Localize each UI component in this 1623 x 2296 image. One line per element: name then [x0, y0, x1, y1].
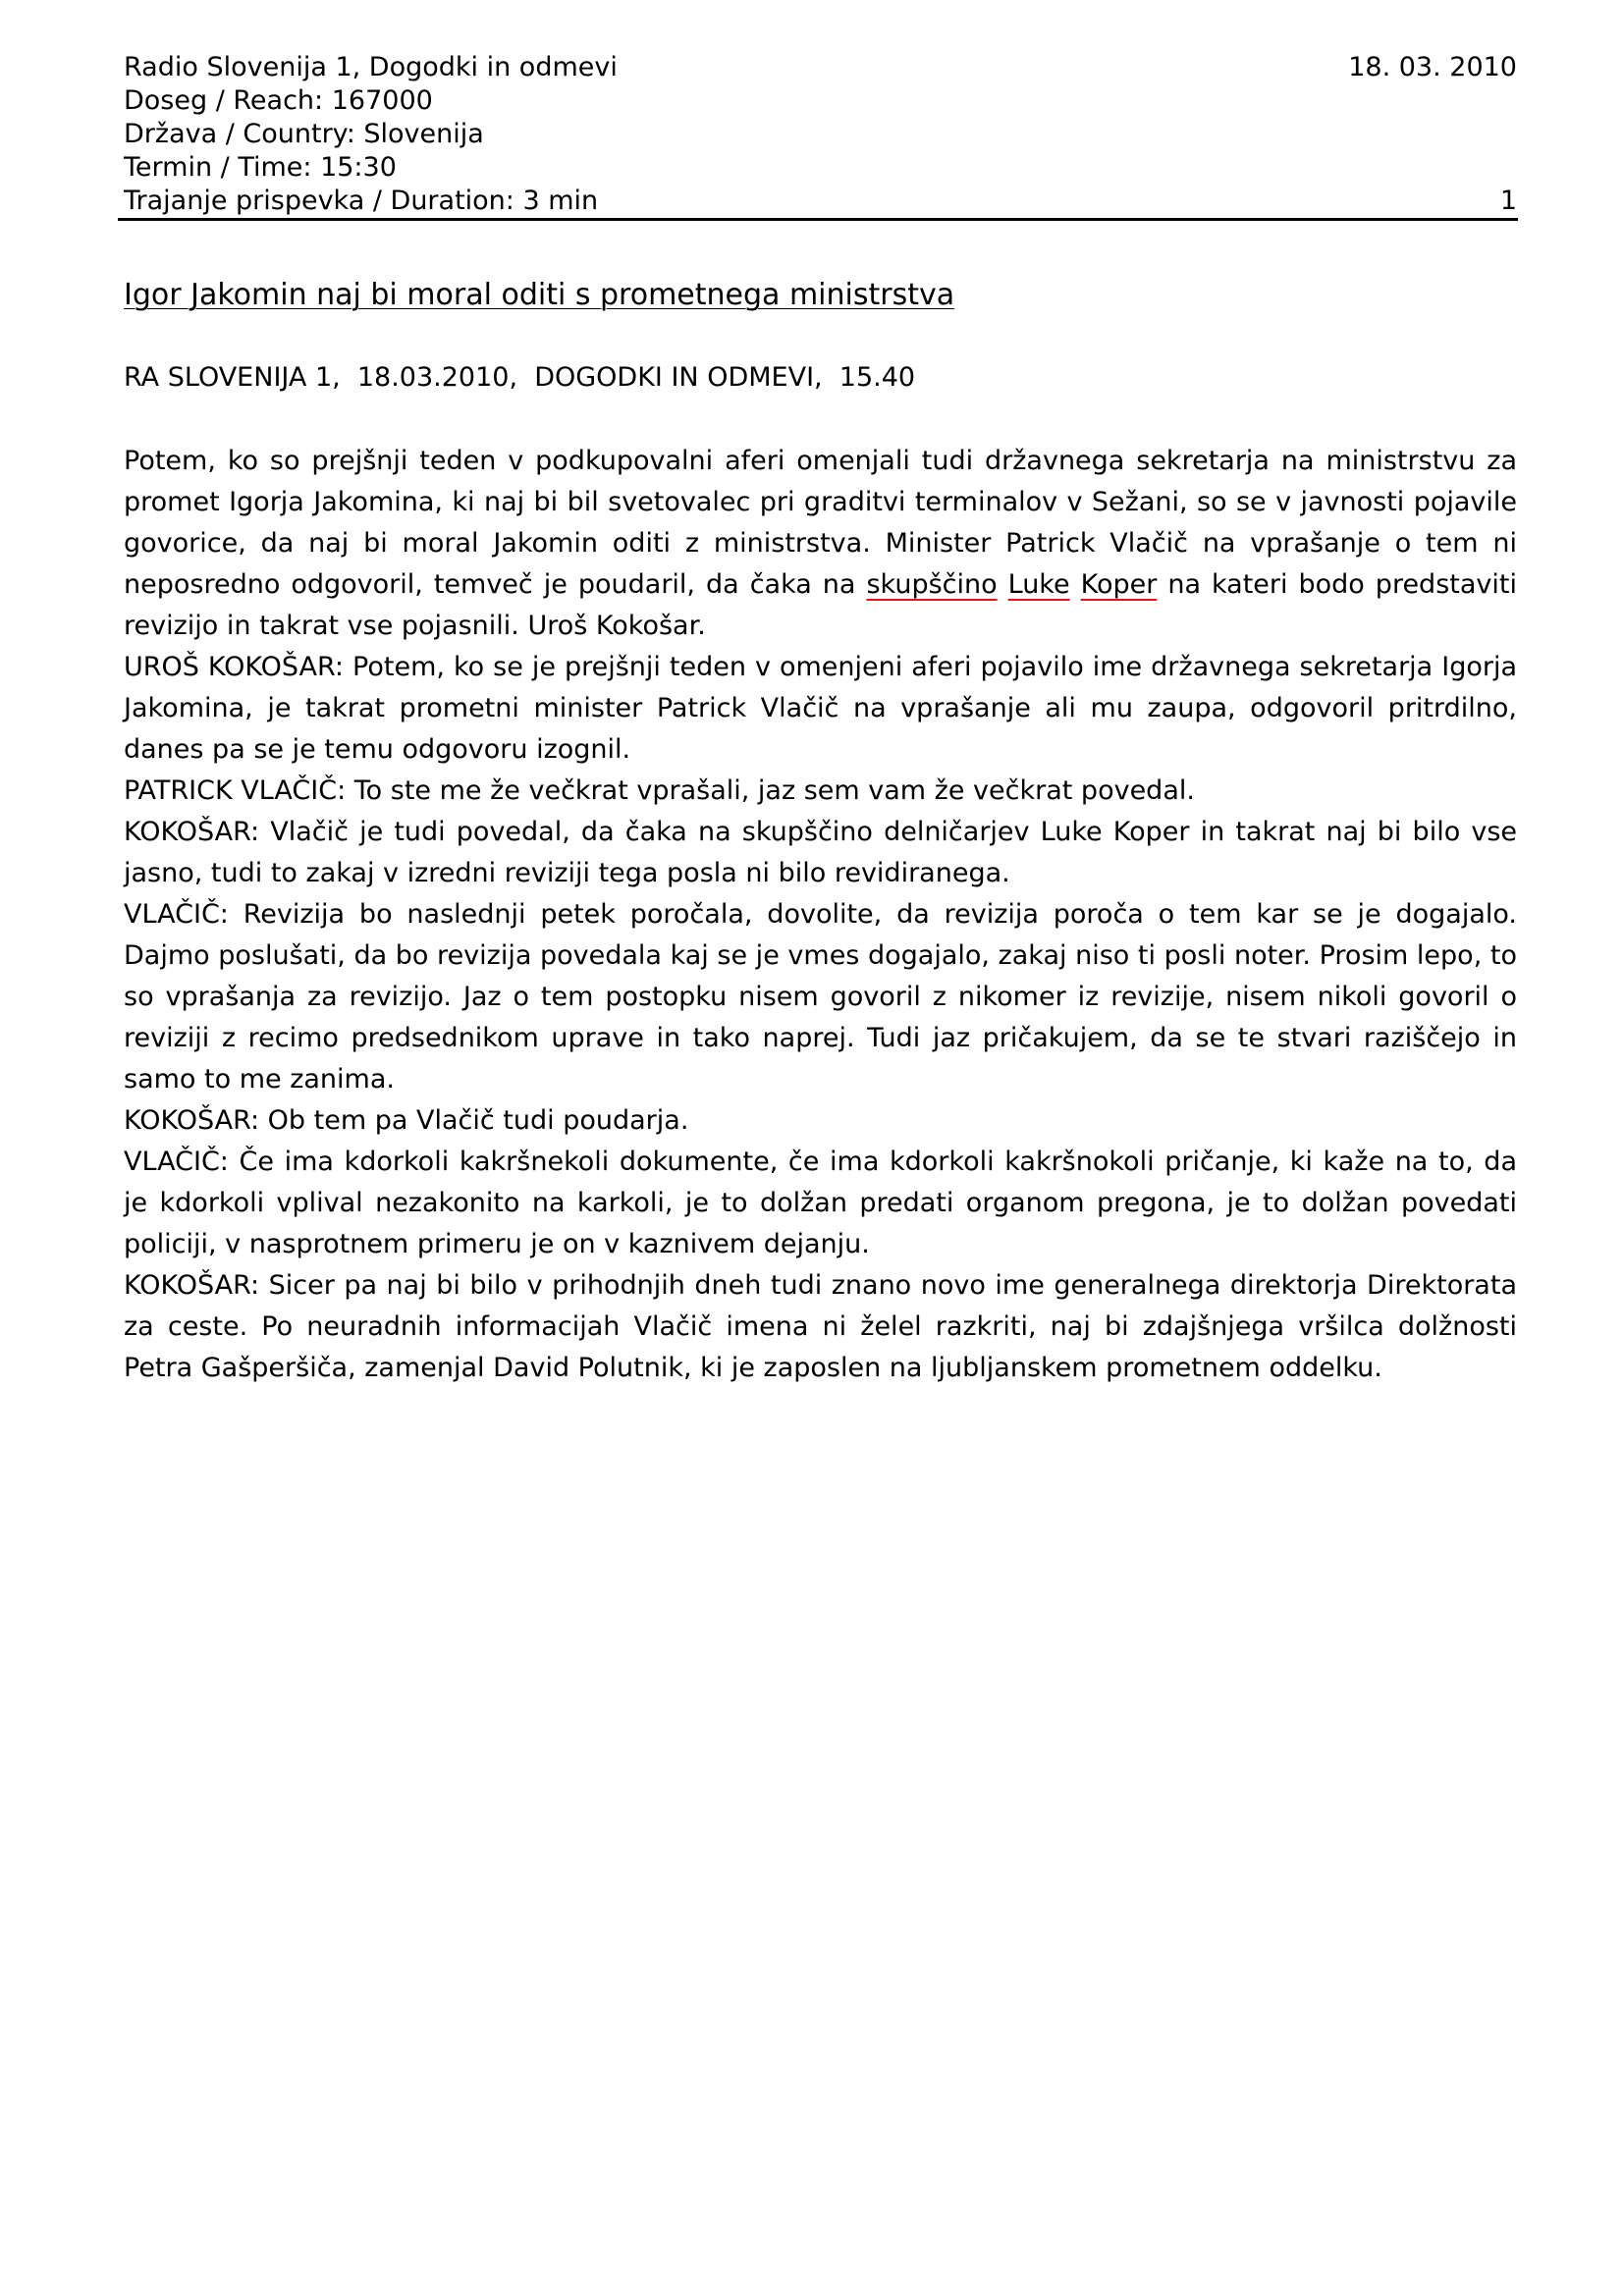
header-source: Radio Slovenija 1, Dogodki in odmevi: [124, 52, 618, 82]
header-row-time: [124, 151, 1517, 185]
header-date: 18. 03. 2010: [1348, 52, 1517, 82]
spellcheck-flagged-word: Luke: [1007, 569, 1070, 600]
clipping-header: [124, 51, 1517, 218]
article-paragraph: PATRICK VLAČIČ: To ste me že večkrat vprašali, jaz sem vam že večkrat povedal.: [124, 775, 1195, 806]
article-title: Igor Jakomin naj bi moral oditi s prometnega ministrstva: [124, 278, 955, 312]
intro-text-before: Potem, ko so prejšnji teden v podkupovalni aferi omenjali tudi državnega sekretarja na ministrstvu za promet Igorja Jakomina, ki naj bi bil svetovalec pri graditvi terminalov v Sežani, so se v javnosti pojavile govorice, da naj bi moral Jakomin oditi z ministrstva. Minister Patrick Vlačič na vprašanje o tem ni neposredno odgovoril, temveč je poudaril, da čaka na: [124, 446, 1517, 600]
article-paragraph: KOKOŠAR: Ob tem pa Vlačič tudi poudarja.: [124, 1105, 689, 1136]
header-row-duration: [124, 185, 1517, 218]
article-body: [124, 441, 1517, 1389]
header-row-country: [124, 118, 1517, 151]
intro-text-after: na kateri bodo predstaviti revizijo in takrat vse pojasnili. Uroš Kokošar.: [124, 569, 1517, 641]
page-number: 1: [1499, 186, 1517, 216]
article-paragraph: KOKOŠAR: Sicer pa naj bi bilo v prihodnjih dneh tudi znano novo ime generalnega direktorja Direktorata za ceste. Po neuradnih informacijah Vlačič imena ni želel razkriti, naj bi zdajšnjega vršilca dolžnosti Petra Gašperšiča, zamenjal David Polutnik, ki je zaposlen na ljubljanskem prometnem oddelku.: [124, 1270, 1517, 1383]
article-paragraph: UROŠ KOKOŠAR: Potem, ko se je prejšnji teden v omenjeni aferi pojavilo ime državnega sekretarja Igorja Jakomina, je takrat prometni minister Patrick Vlačič na vprašanje ali mu zaupa, odgovoril pritrdilno, danes pa se je temu odgovoru izognil.: [124, 652, 1517, 765]
header-row-reach: [124, 84, 1517, 118]
article-source-line: RA SLOVENIJA 1, 18.03.2010, DOGODKI IN ODMEVI, 15.40: [124, 362, 916, 393]
header-reach: Doseg / Reach: 167000: [124, 85, 433, 116]
article-paragraph: KOKOŠAR: Vlačič je tudi povedal, da čaka na skupščino delničarjev Luke Koper in takrat naj bi bilo vse jasno, tudi to zakaj v izredni reviziji tega posla ni bilo revidiranega.: [124, 817, 1517, 888]
article-paragraph: VLAČIČ: Če ima kdorkoli kakršnekoli dokumente, če ima kdorkoli kakršnokoli pričanje, ki kaže na to, da je kdorkoli vplival nezakonito na karkoli, je to dolžan predati organom pregona, je to dolžan povedati policiji, v nasprotnem primeru je on v kaznivem dejanju.: [124, 1147, 1517, 1259]
article-intro-paragraph: [124, 441, 1517, 647]
header-time: Termin / Time: 15:30: [124, 152, 397, 183]
header-row-source: [124, 51, 1517, 84]
header-duration: Trajanje prispevka / Duration: 3 min: [124, 186, 599, 216]
spellcheck-flagged-word: skupščino: [866, 569, 998, 600]
header-country: Država / Country: Slovenija: [124, 119, 484, 149]
spellcheck-flagged-word: Koper: [1080, 569, 1158, 600]
header-divider: [118, 218, 1518, 221]
article-paragraph: VLAČIČ: Revizija bo naslednji petek poročala, dovolite, da revizija poroča o tem kar se je dogajalo. Dajmo poslušati, da bo revizija povedala kaj se je vmes dogajalo, zakaj niso ti posli noter. Prosim lepo, to so vprašanja za revizijo. Jaz o tem postopku nisem govoril z nikomer iz revizije, nisem nikoli govoril o reviziji z recimo predsednikom uprave in tako naprej. Tudi jaz pričakujem, da se te stvari raziščejo in samo to me zanima.: [124, 899, 1517, 1095]
